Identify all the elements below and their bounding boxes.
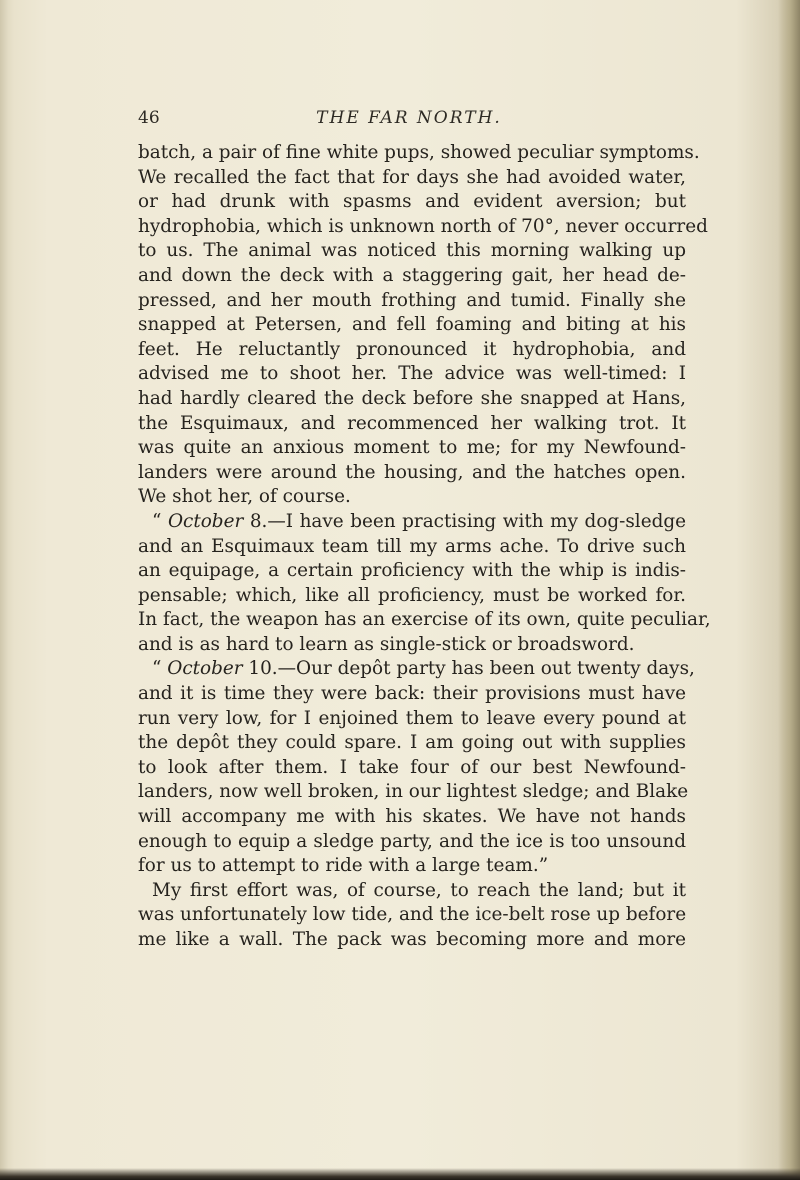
text-line: and an Esquimaux team till my arms ache. To drive such [138, 535, 686, 557]
entry-first-line-text: 8.—I have been practising with my dog-sledge [243, 510, 687, 532]
page-number: 46 [138, 108, 160, 128]
text-line: the Esquimaux, and recommenced her walking trot. It [138, 412, 686, 434]
text-line: enough to equip a sledge party, and the ice is too unsound [138, 830, 686, 852]
text-line: feet. He reluctantly pronounced it hydrophobia, and [138, 338, 686, 360]
text-line: and down the deck with a staggering gait, her head de- [138, 264, 686, 286]
text-line: to us. The animal was noticed this morning walking up [138, 240, 686, 262]
text-line: pressed, and her mouth frothing and tumid. Finally she [138, 289, 686, 311]
journal-entry-first-line: “ October 10.—Our depôt party has been out twenty days, [152, 658, 695, 680]
running-title: THE FAR NORTH. [316, 108, 502, 128]
text-line: was unfortunately low tide, and the ice-belt rose up before [138, 904, 687, 926]
text-line: landers, now well broken, in our lightest sledge; and Blake [138, 781, 689, 803]
text-line: We recalled the fact that for days she had avoided water, [138, 166, 686, 188]
text-line: snapped at Petersen, and fell foaming and biting at his [138, 314, 686, 336]
body-text [138, 141, 711, 953]
text-line: and is as hard to learn as single-stick or broadsword. [138, 633, 635, 655]
text-line: In fact, the weapon has an exercise of its own, quite peculiar, [138, 609, 711, 631]
text-line: batch, a pair of fine white pups, showed peculiar symptoms. [138, 142, 700, 163]
page-edge-shadow [778, 0, 800, 1180]
journal-entry-first-line: “ October 8.—I have been practising with my dog-sledge [152, 510, 687, 532]
text-line: run very low, for I enjoined them to leave every pound at [138, 707, 686, 729]
text-line: and it is time they were back: their provisions must have [138, 683, 686, 705]
text-line: hydrophobia, which is unknown north of 70°, never occurred [138, 215, 708, 237]
text-line: or had drunk with spasms and evident aversion; but [138, 191, 686, 213]
text-line: landers were around the housing, and the hatches open. [138, 461, 686, 483]
text-line: me like a wall. The pack was becoming more and more [138, 929, 686, 950]
text-line: We shot her, of course. [138, 486, 351, 508]
text-line: an equipage, a certain proficiency with the whip is indis- [138, 560, 686, 582]
entry-date-month: October [167, 658, 243, 680]
text-line: had hardly cleared the deck before she snapped at Hans, [138, 387, 686, 409]
entry-first-line-text: 10.—Our depôt party has been out twenty days, [242, 658, 695, 680]
text-line: was quite an anxious moment to me; for my Newfound- [138, 437, 686, 459]
text-line: the depôt they could spare. I am going out with supplies [138, 732, 686, 754]
entry-date-month: October [167, 510, 244, 532]
text-line: to look after them. I take four of our best Newfound- [138, 756, 686, 778]
text-line: will accompany me with his skates. We have not hands [138, 806, 686, 828]
page-gutter-shadow [0, 0, 14, 1180]
text-line: advised me to shoot her. The advice was well-timed: I [138, 363, 686, 385]
paragraph-first-line: My first effort was, of course, to reach the land; but it [152, 879, 686, 901]
text-line: for us to attempt to ride with a large team.” [138, 855, 549, 877]
page-header [138, 108, 680, 132]
page-bottom-shadow [0, 1168, 800, 1180]
text-line: pensable; which, like all proficiency, must be worked for. [138, 584, 686, 606]
